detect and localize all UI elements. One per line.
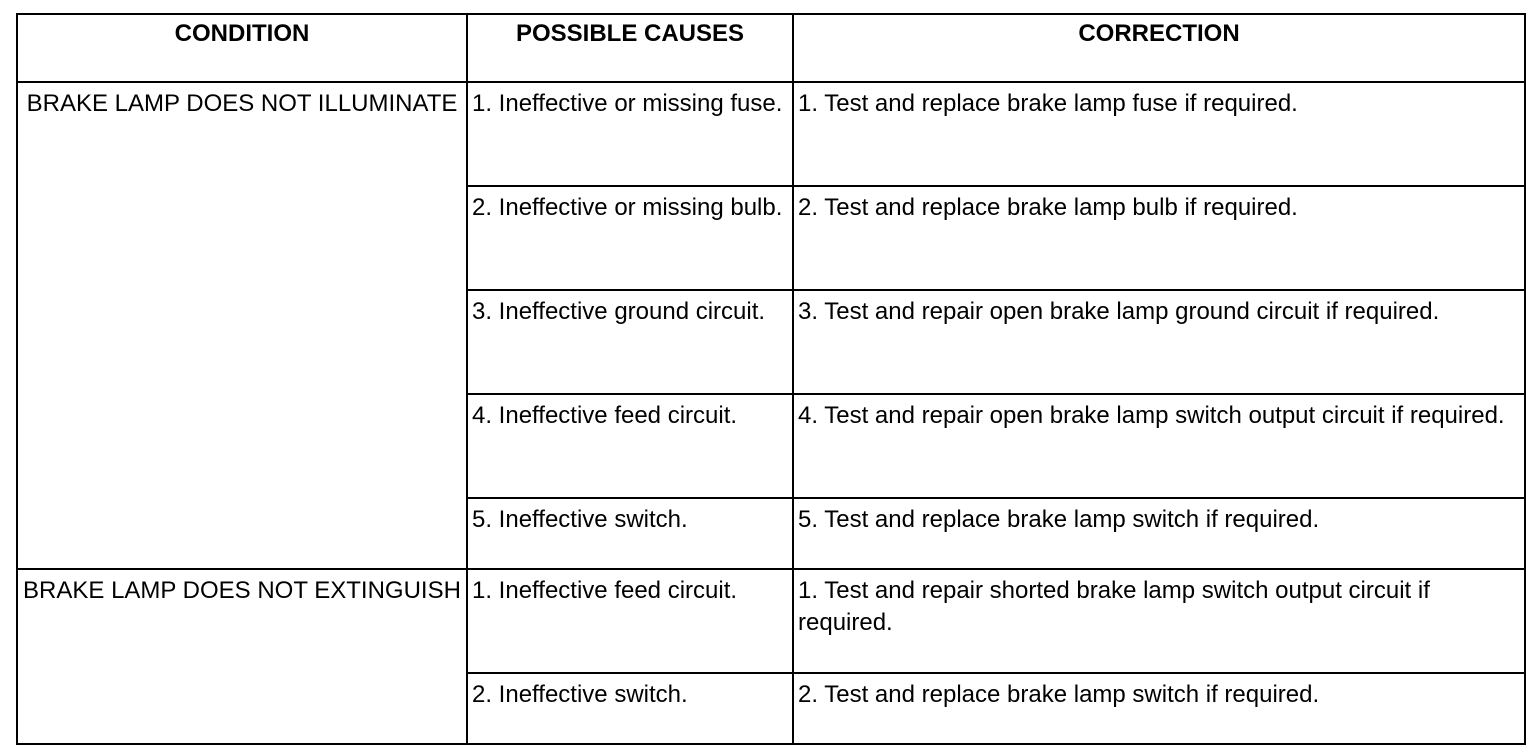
table-row [17,569,1525,673]
header-condition: CONDITION [17,14,467,82]
cause-cell: 5. Ineffective switch. [467,498,793,569]
cause-cell: 4. Ineffective feed circuit. [467,394,793,498]
condition-cell: BRAKE LAMP DOES NOT ILLUMINATE [17,82,467,569]
header-possible-causes: POSSIBLE CAUSES [467,14,793,82]
correction-cell: 2. Test and replace brake lamp switch if required. [793,673,1525,744]
correction-cell: 3. Test and repair open brake lamp ground circuit if required. [793,290,1525,394]
cause-cell: 1. Ineffective feed circuit. [467,569,793,673]
correction-cell: 1. Test and repair shorted brake lamp switch output circuit if required. [793,569,1525,673]
cause-cell: 1. Ineffective or missing fuse. [467,82,793,186]
correction-cell: 1. Test and replace brake lamp fuse if required. [793,82,1525,186]
table-row [17,82,1525,186]
diagnosis-table [16,13,1526,745]
correction-cell: 4. Test and repair open brake lamp switch output circuit if required. [793,394,1525,498]
header-row [17,14,1525,82]
condition-cell: BRAKE LAMP DOES NOT EXTINGUISH [17,569,467,744]
cause-cell: 3. Ineffective ground circuit. [467,290,793,394]
cause-cell: 2. Ineffective switch. [467,673,793,744]
correction-cell: 2. Test and replace brake lamp bulb if required. [793,186,1525,290]
cause-cell: 2. Ineffective or missing bulb. [467,186,793,290]
correction-cell: 5. Test and replace brake lamp switch if required. [793,498,1525,569]
header-correction: CORRECTION [793,14,1525,82]
